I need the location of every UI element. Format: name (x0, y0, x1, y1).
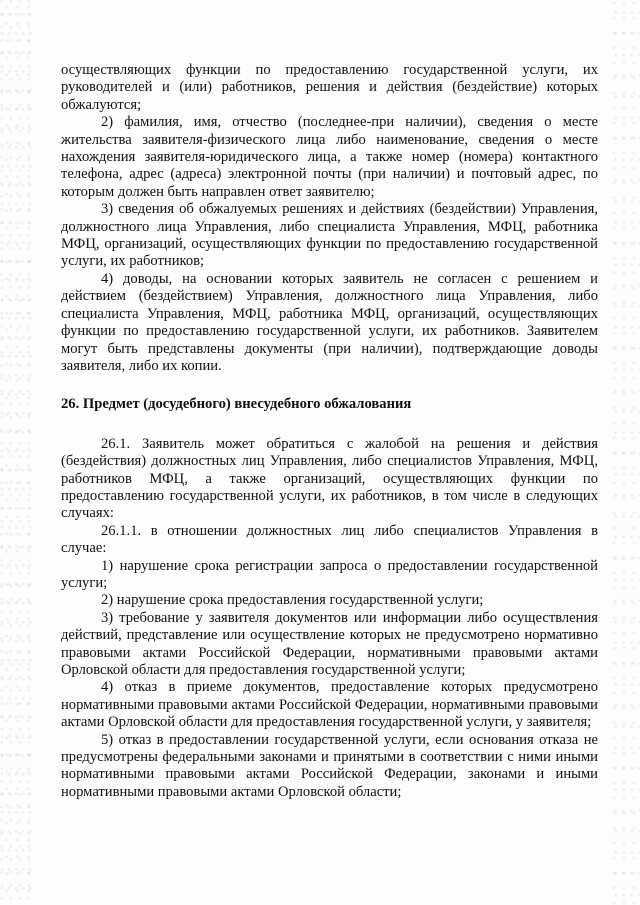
paragraph-item-3: 3) сведения об обжалуемых решениях и действиях (бездействии) Управления, должностного лица Управления, либо специалиста Управления, МФЦ, работника МФЦ, организаций, осуществляющих функции по предоставлению государственной услуги, их работников; (61, 201, 598, 270)
document-body (61, 62, 598, 801)
spacer (61, 375, 598, 396)
scan-noise-right (610, 0, 640, 905)
paragraph-26-1: 26.1. Заявитель может обратиться с жалобой на решения и действия (бездействия) должностных лиц Управления, либо специалистов Управления, МФЦ, работников МФЦ, а также организаций, осуществляющих функции по предоставлению государственной услуги, их работников, в том числе в следующих случаях: (61, 435, 598, 522)
list-item-1: 1) нарушение срока регистрации запроса о предоставлении государственной услуги; (61, 557, 598, 591)
scan-noise-left (0, 0, 34, 905)
paragraph-item-2: 2) фамилия, имя, отчество (последнее-при наличии), сведения о месте жительства заявителя-физического лица либо наименование, сведения о месте нахождения заявителя-юридического лица, а также номер (номера) контактного телефона, адрес (адреса) электронной почты (при наличии) и почтовый адрес, по которым должен быть направлен ответ заявителю; (61, 114, 598, 200)
list-item-5: 5) отказ в предоставлении государственной услуги, если основания отказа не предусмотрены федеральными законами и принятыми в соответствии с ними иными нормативными правовыми актами Российской Федерации, законами и иными нормативными правовыми актами Орловской области; (61, 731, 598, 800)
list-item-3: 3) требование у заявителя документов или информации либо осуществления действий, представление или осуществление которых не предусмотрено нормативно правовыми актами Российской Федерации, нормативными правовыми актами Орловской области для предоставления государственной услуги; (61, 609, 598, 678)
section-heading: 26. Предмет (досудебного) внесудебного обжалования (61, 396, 412, 413)
spacer (61, 414, 598, 436)
paragraph-26-1-1: 26.1.1. в отношении должностных лиц либо специалистов Управления в случае: (61, 522, 598, 557)
list-item-4: 4) отказ в приеме документов, предоставление которых предусмотрено нормативными правовыми актами Российской Федерации, нормативными правовыми актами Орловской области для предоставления государственной услуги, у заявителя; (61, 679, 598, 731)
paragraph-item-4: 4) доводы, на основании которых заявитель не согласен с решением и действием (бездействием) Управления, должностного лица Управления, либо специалиста Управления, МФЦ, работника МФЦ, организаций, осуществляющих функции по предоставлению государственной услуги, их работников. Заявителем могут быть представлены документы (при наличии), подтверждающие доводы заявителя, либо их копии. (61, 270, 598, 374)
list-item-2: 2) нарушение срока предоставления государственной услуги; (101, 592, 484, 609)
paragraph-continuation: осуществляющих функции по предоставлению государственной услуги, их руководителей и (или) работников, решения и действия (бездействие) которых обжалуются; (61, 62, 598, 113)
